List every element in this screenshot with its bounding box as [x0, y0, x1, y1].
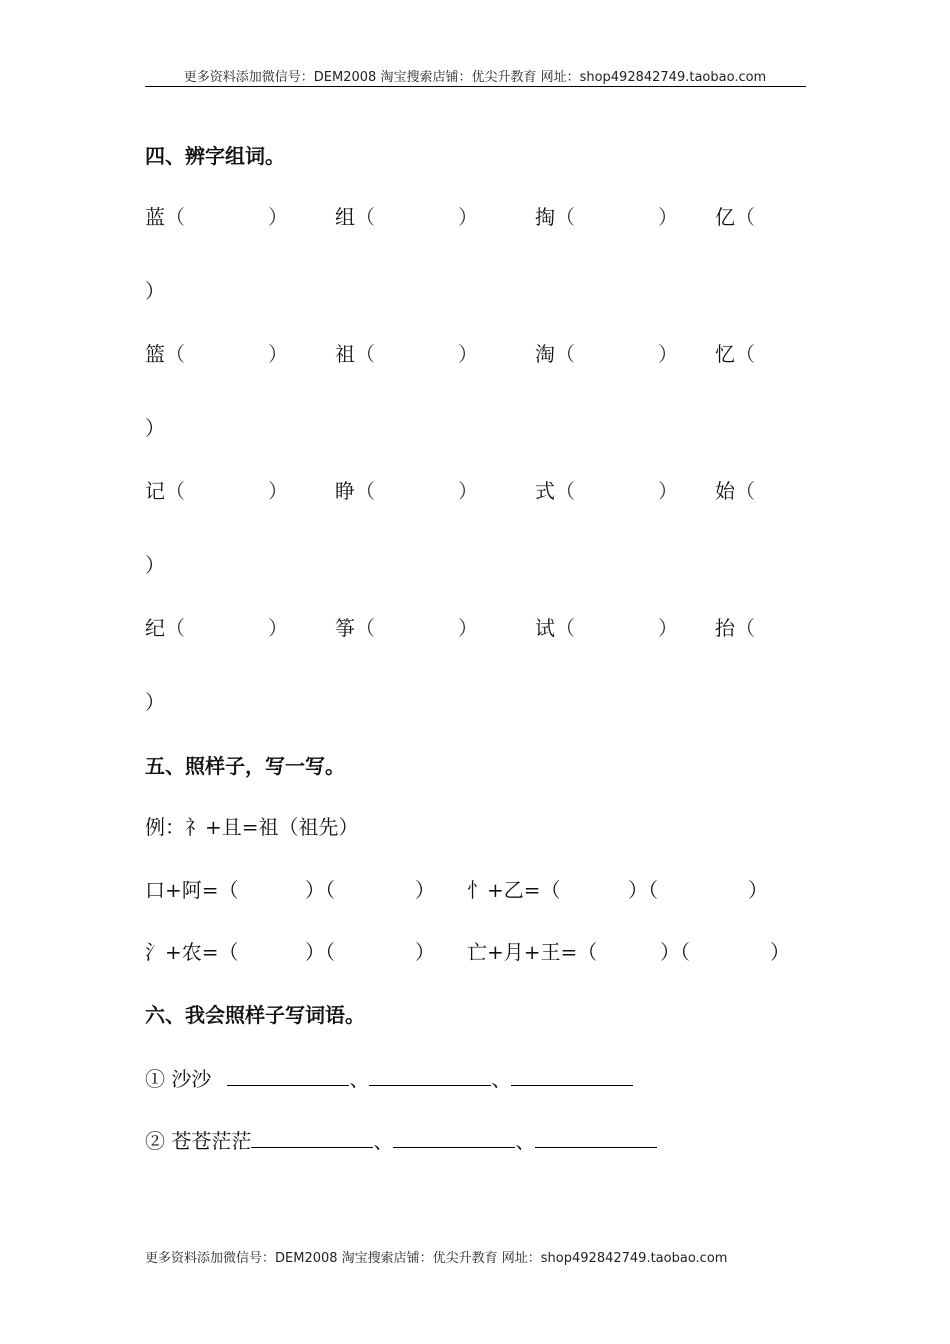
char-cell: [715, 201, 755, 230]
character: 组: [335, 205, 355, 229]
combine-row-1: [145, 874, 805, 902]
char-cell: [535, 475, 575, 504]
section-6-title: 六、我会照样子写词语。: [145, 1003, 365, 1027]
answer-sep: ）（: [628, 878, 658, 902]
answer-blank[interactable]: [511, 1065, 633, 1086]
open-paren: （: [555, 205, 575, 229]
close-paren: ）: [268, 479, 288, 503]
word-row-2: [145, 338, 805, 366]
close-paren: ）: [770, 940, 790, 964]
char-cell: [145, 612, 185, 641]
separator: 、: [515, 1129, 536, 1153]
close-paren: ）: [415, 878, 435, 902]
char-cell: [535, 201, 575, 230]
answer-sep: ）（: [660, 940, 690, 964]
separator: 、: [491, 1067, 512, 1091]
open-paren: （: [165, 205, 185, 229]
close-paren: ）: [748, 878, 768, 902]
answer-blank[interactable]: [227, 1065, 349, 1086]
word-row-4: [145, 612, 805, 640]
word-row-3: [145, 475, 805, 503]
character: 蓝: [145, 205, 165, 229]
character: 始: [715, 479, 735, 503]
answer-blank[interactable]: [535, 1127, 657, 1148]
char-cell: [335, 201, 375, 230]
character: 抬: [715, 616, 735, 640]
open-paren: （: [355, 616, 375, 640]
pattern-label: ① 沙沙: [145, 1067, 212, 1091]
answer-blank[interactable]: [369, 1065, 491, 1086]
character: 筝: [335, 616, 355, 640]
formula-right: 忄+乙=（: [467, 878, 561, 902]
answer-sep: ）（: [305, 940, 335, 964]
open-paren: （: [165, 616, 185, 640]
answer-blank[interactable]: [393, 1127, 515, 1148]
close-paren: ）: [145, 690, 165, 714]
close-paren: ）: [268, 205, 288, 229]
character: 纪: [145, 616, 165, 640]
character: 淘: [535, 342, 555, 366]
open-paren: （: [735, 342, 755, 366]
close-paren: ）: [658, 205, 678, 229]
char-cell: [715, 338, 755, 367]
character: 忆: [715, 342, 735, 366]
character: 睁: [335, 479, 355, 503]
character: 祖: [335, 342, 355, 366]
character: 记: [145, 479, 165, 503]
close-paren: ）: [145, 553, 165, 577]
close-paren: ）: [658, 616, 678, 640]
close-paren: ）: [658, 342, 678, 366]
close-paren: ）: [415, 940, 435, 964]
char-cell: [535, 338, 575, 367]
formula-left: 氵+农=（: [145, 940, 239, 964]
character: 篮: [145, 342, 165, 366]
close-paren: ）: [268, 342, 288, 366]
close-paren: ）: [458, 616, 478, 640]
open-paren: （: [735, 616, 755, 640]
close-paren: ）: [145, 416, 165, 440]
open-paren: （: [555, 342, 575, 366]
answer-blank[interactable]: [251, 1127, 373, 1148]
character: 掏: [535, 205, 555, 229]
open-paren: （: [355, 205, 375, 229]
close-paren: ）: [145, 279, 165, 303]
answer-sep: ）（: [305, 878, 335, 902]
char-cell: [535, 612, 575, 641]
open-paren: （: [165, 479, 185, 503]
close-paren: ）: [658, 479, 678, 503]
close-paren: ）: [458, 479, 478, 503]
section-5-title: 五、照样子，写一写。: [145, 754, 345, 778]
character: 亿: [715, 205, 735, 229]
char-cell: [335, 475, 375, 504]
word-pattern-item-2: [145, 1125, 657, 1154]
example-line: 例：礻+且=祖（祖先）: [145, 815, 359, 839]
header-divider: [145, 86, 806, 87]
close-paren: ）: [268, 616, 288, 640]
word-row-1: [145, 201, 805, 229]
char-cell: [145, 338, 185, 367]
open-paren: （: [165, 342, 185, 366]
open-paren: （: [355, 479, 375, 503]
char-cell: [145, 475, 185, 504]
combine-row-2: [145, 936, 805, 964]
character: 式: [535, 479, 555, 503]
page-header: 更多资料添加微信号：DEM2008 淘宝搜索店铺：优尖升教育 网址：shop492842749.taobao.com: [183, 70, 767, 85]
separator: 、: [349, 1067, 370, 1091]
open-paren: （: [735, 479, 755, 503]
char-cell: [715, 612, 755, 641]
open-paren: （: [555, 479, 575, 503]
word-pattern-item-1: [145, 1063, 633, 1092]
char-cell: [335, 338, 375, 367]
formula-left: 口+阿=（: [145, 878, 239, 902]
char-cell: [715, 475, 755, 504]
char-cell: [145, 201, 185, 230]
section-4-title: 四、辨字组词。: [145, 144, 285, 168]
open-paren: （: [355, 342, 375, 366]
close-paren: ）: [458, 205, 478, 229]
open-paren: （: [735, 205, 755, 229]
formula-right: 亡+月+王=（: [467, 940, 598, 964]
separator: 、: [373, 1129, 394, 1153]
character: 试: [535, 616, 555, 640]
char-cell: [335, 612, 375, 641]
close-paren: ）: [458, 342, 478, 366]
page-footer: 更多资料添加微信号：DEM2008 淘宝搜索店铺：优尖升教育 网址：shop492842749.taobao.com: [145, 1251, 728, 1266]
open-paren: （: [555, 616, 575, 640]
pattern-label: ② 苍苍茫茫: [145, 1129, 252, 1153]
